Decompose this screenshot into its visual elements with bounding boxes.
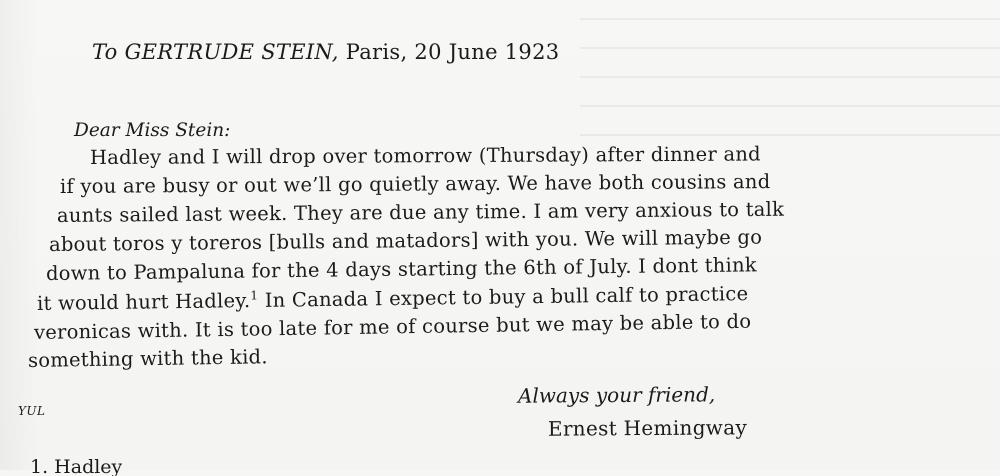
- letter-line: about toros y toreros [bulls and matadors] with you. We will maybe go: [48, 225, 763, 256]
- place-date: Paris, 20 June 1923: [345, 40, 560, 64]
- letter-line: if you are busy or out we’ll go quietly away. We have both cousins and: [59, 170, 771, 198]
- letter-line: something with the kid.: [27, 345, 268, 372]
- letter-line: Hadley and I will drop over tomorrow (Thursday) after dinner and: [89, 142, 761, 169]
- footnote-text: 1. Hadley: [30, 456, 123, 476]
- letter-line-start: it would hurt Hadley.: [36, 289, 251, 315]
- bleed-through-text: [580, 0, 1000, 150]
- footnote-marker: 1: [250, 288, 259, 303]
- salutation: Dear Miss Stein:: [74, 120, 231, 141]
- letter-line: [37, 282, 749, 315]
- letter-line: aunts sailed last week. They are due any time. I am very anxious to talk: [56, 197, 785, 227]
- letter-closing: Always your friend,: [517, 382, 716, 408]
- letter-line: down to Pampaluna for the 4 days starting the 6th of July. I dont think: [45, 253, 758, 285]
- letter-signature: Ernest Hemingway: [547, 415, 748, 441]
- recipient-name: To GERTRUDE STEIN,: [92, 40, 339, 64]
- source-code: YUL: [18, 404, 46, 418]
- letter-heading: [92, 40, 559, 64]
- letter-line-end: In Canada I expect to buy a bull calf to practice: [264, 282, 749, 312]
- letter-line: veronicas with. It is too late for me of course but we may be able to do: [33, 309, 752, 344]
